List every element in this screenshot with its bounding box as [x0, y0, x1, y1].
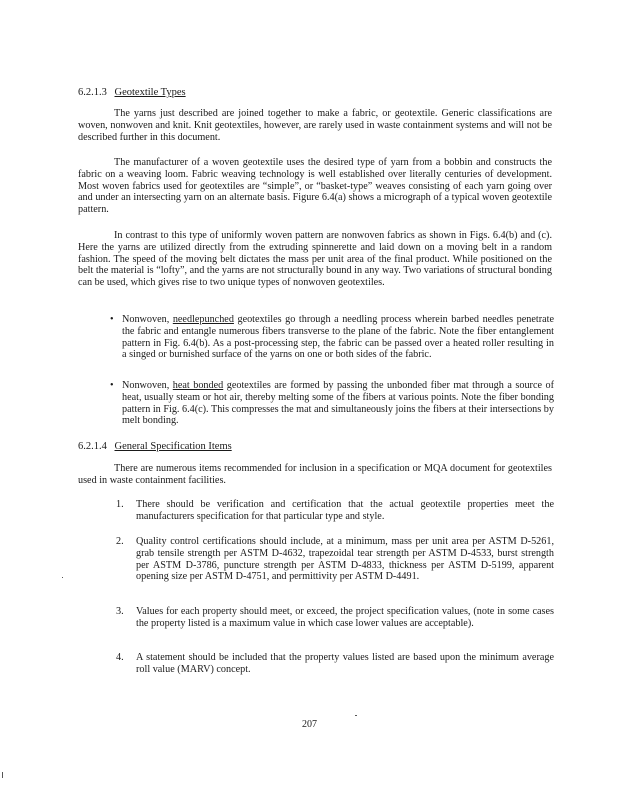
paragraph-woven: The manufacturer of a woven geotextile uses the desired type of yarn from a bobbin and constructs the fabric on a weaving loom. Fabric weaving technology is well established over literally centuries of development. Most woven fabrics used for geotextiles are “simple”, or “basket-type” weaves consisting of each yarn going over and under an intersecting yarn on an alternate basis. Figure 6.4(a) shows a micrograph of a typical woven geotextile pattern. [78, 157, 552, 216]
bullet-term: heat bonded [172, 380, 224, 391]
item-number: 4. [116, 652, 124, 663]
page-number: 207 [302, 719, 317, 730]
scan-speck [62, 577, 63, 578]
spec-item: A statement should be included that the property values listed are based upon the minimum average roll value (MARV) concept. [136, 652, 554, 675]
scan-speck [2, 772, 3, 778]
bullet-needlepunched [122, 314, 554, 361]
bullet-body: geotextiles are formed by passing the unbonded fiber mat through a source of heat, usually steam or hot air, thereby melting some of the fibers at various points. Note the fiber bonding pattern in Fig. 6.4(c). This compresses the mat and simultaneously joins the fibers at their intersections by melt bonding. [122, 380, 554, 427]
bullet-heat-bonded [122, 380, 554, 427]
bullet-prefix: Nonwoven, [122, 314, 173, 325]
spec-item: There should be verification and certification that the actual geotextile properties meet the manufacturers specification for that particular type and style. [136, 499, 554, 522]
item-number: 3. [116, 606, 124, 617]
section-heading-general-specification-items [78, 440, 232, 453]
paragraph-yarns: The yarns just described are joined together to make a fabric, or geotextile. Generic classifications are woven, nonwoven and knit. Knit geotextiles, however, are rarely used in waste containment systems and will not be described further in this document. [78, 108, 552, 143]
bullet-symbol: • [110, 380, 114, 391]
item-number: 1. [116, 499, 124, 510]
section-title: Geotextile Types [114, 87, 186, 98]
spec-item: Values for each property should meet, or exceed, the project specification values, (note in some cases the property listed is a maximum value in which case lower values are acceptable). [136, 606, 554, 629]
bullet-prefix: Nonwoven, [122, 380, 173, 391]
scan-speck [355, 715, 357, 716]
section-number: 6.2.1.3 [78, 87, 107, 98]
spec-item: Quality control certifications should include, at a minimum, mass per unit area per ASTM D-5261, grab tensile strength per ASTM D-4632, trapezoidal tear strength per ASTM D-4533, burst strength per ASTM D-3786, puncture strength per ASTM D-4833, thickness per ASTM D-5199, apparent opening size per ASTM D-4751, and permittivity per ASTM D-4491. [136, 536, 554, 583]
bullet-term: needlepunched [172, 314, 234, 325]
paragraph-spec-intro: There are numerous items recommended for inclusion in a specification or MQA document for geotextiles used in waste containment facilities. [78, 463, 552, 486]
bullet-body: geotextiles go through a needling process wherein barbed needles penetrate the fabric and entangle numerous fibers transverse to the plane of the fabric. Note the fiber entanglement pattern in Fig. 6.4(b). As a post-processing step, the fabric can be passed over a heated roller resulting in a singed or burnished surface of the yarns on one or both sides of the fabric. [122, 314, 554, 361]
bullet-symbol: • [110, 314, 114, 325]
section-title: General Specification Items [114, 441, 232, 452]
item-number: 2. [116, 536, 124, 547]
section-number: 6.2.1.4 [78, 441, 107, 452]
paragraph-nonwoven: In contrast to this type of uniformly woven pattern are nonwoven fabrics as shown in Figs. 6.4(b) and (c). Here the yarns are utilized directly from the extruding spinnerette and laid down on a moving belt in a random fashion. The speed of the moving belt dictates the mass per unit area of the final product. While positioned on the belt the material is “lofty”, and the yarns are not structurally bound in any way. Two variations of structural bonding can be used, which gives rise to two unique types of nonwoven geotextiles. [78, 230, 552, 289]
section-heading-geotextile-types [78, 86, 186, 99]
